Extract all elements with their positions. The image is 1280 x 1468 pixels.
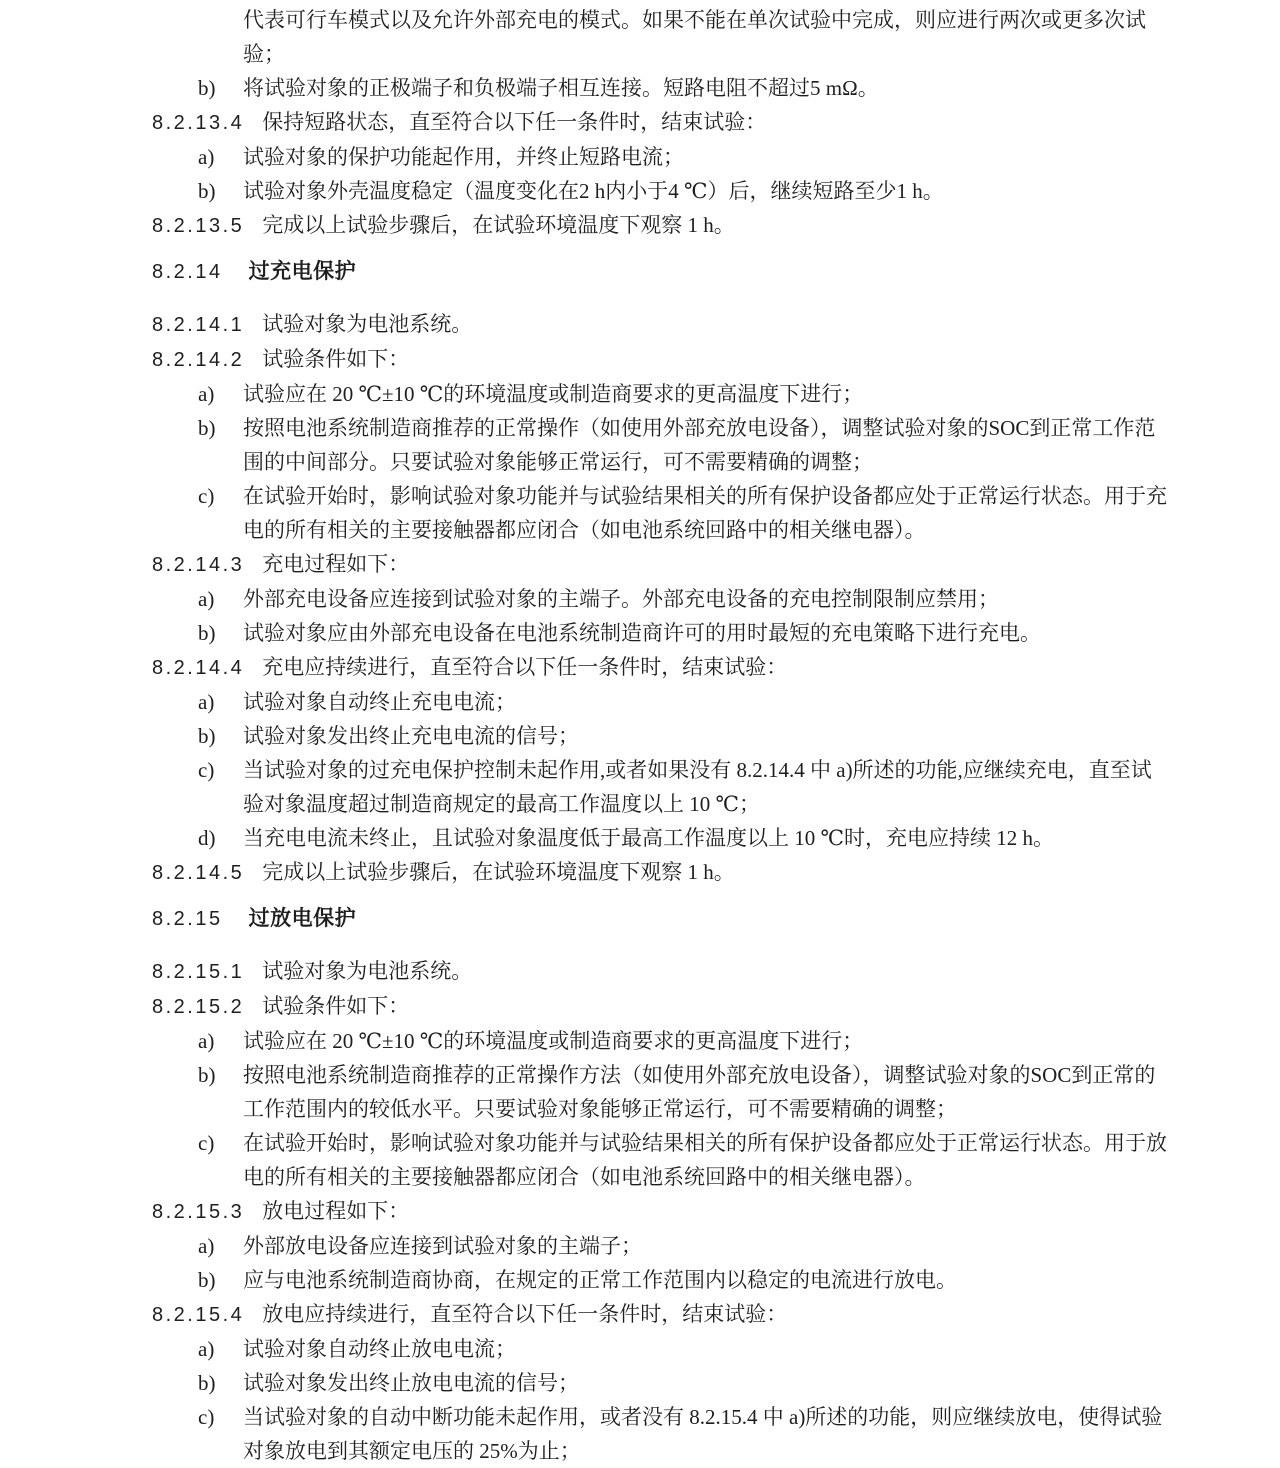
list-item-label: b) [198,1268,216,1292]
clause-text: 放电应持续进行，直至符合以下任一条件时，结束试验： [262,1302,788,1326]
section-heading-8-2-14 [152,255,1167,289]
list-item [152,1229,1167,1263]
clause-text: 完成以上试验步骤后，在试验环境温度下观察 1 h。 [262,860,735,884]
list-item-text: 在试验开始时，影响试验对象功能并与试验结果相关的所有保护设备都应处于正常运行状态。用于充电的所有相关的主要接触器都应闭合（如电池系统回路中的相关继电器）。 [243,484,1167,542]
list-item-text: 外部放电设备应连接到试验对象的主端子； [243,1234,642,1258]
clause-number: 8.2.15.1 [152,961,245,983]
list-item-label: c) [198,1131,215,1155]
list-item-label: a) [198,145,215,169]
list-item [152,71,1167,105]
list-item-text: 按照电池系统制造商推荐的正常操作（如使用外部充放电设备），调整试验对象的SOC到正常工作范围的中间部分。只要试验对象能够正常运行，可不需要精确的调整； [243,416,1156,474]
list-item [152,411,1167,479]
list-item-text: 试验对象的保护功能起作用，并终止短路电流； [243,145,684,169]
clause-text: 完成以上试验步骤后，在试验环境温度下观察 1 h。 [262,213,735,237]
clause-8-2-14-2 [152,342,1167,377]
list-item-text: 试验对象发出终止放电电流的信号； [243,1371,579,1395]
list-item-label: a) [198,382,215,406]
clause-text: 充电应持续进行，直至符合以下任一条件时，结束试验： [262,655,788,679]
list-item [152,1058,1167,1126]
list-item [152,685,1167,719]
list-item-text: 将试验对象的正极端子和负极端子相互连接。短路电阻不超过5 mΩ。 [243,76,879,100]
list-item [152,1263,1167,1297]
section-title: 过充电保护 [248,260,357,283]
clause-8-2-13-4 [152,105,1167,140]
clause-number: 8.2.14.4 [152,657,245,679]
paragraph-text: 代表可行车模式以及允许外部充电的模式。如果不能在单次试验中完成，则应进行两次或更多次试验； [243,8,1146,66]
section-number: 8.2.14 [152,261,223,283]
list-item-label: c) [198,1405,215,1429]
list-item [152,377,1167,411]
clause-8-2-14-3 [152,547,1167,582]
list-item-label: a) [198,690,215,714]
clause-number: 8.2.14.1 [152,314,245,336]
list-item-label: a) [198,1029,215,1053]
list-item-label: d) [198,826,216,850]
clause-number: 8.2.14.3 [152,554,245,576]
clause-number: 8.2.15.3 [152,1201,245,1223]
clause-text: 放电过程如下： [262,1199,410,1223]
clause-8-2-15-1 [152,954,1167,989]
list-item [152,174,1167,208]
list-item [152,479,1167,547]
list-item-label: c) [198,484,215,508]
list-item-label: a) [198,587,215,611]
clause-text: 试验条件如下： [262,347,410,371]
list-item [152,1366,1167,1400]
list-item-text: 试验对象自动终止放电电流； [243,1337,516,1361]
list-item-text: 试验对象发出终止充电电流的信号； [243,724,579,748]
clause-8-2-14-4 [152,650,1167,685]
list-item-text: 当充电电流未终止，且试验对象温度低于最高工作温度以上 10 ℃时，充电应持续 12 h。 [243,826,1054,850]
list-item-text: 试验应在 20 ℃±10 ℃的环境温度或制造商要求的更高温度下进行； [243,1029,864,1053]
list-item-text: 按照电池系统制造商推荐的正常操作方法（如使用外部充放电设备），调整试验对象的SOC到正常的工作范围内的较低水平。只要试验对象能够正常运行，可不需要精确的调整； [243,1063,1156,1121]
list-item-label: c) [198,758,215,782]
list-item [152,616,1167,650]
list-item-label: b) [198,76,216,100]
clause-number: 8.2.14.5 [152,862,245,884]
list-item-text: 试验对象应由外部充电设备在电池系统制造商许可的用时最短的充电策略下进行充电。 [243,621,1041,645]
section-title: 过放电保护 [248,907,357,930]
list-item-label: b) [198,416,216,440]
clause-8-2-14-5 [152,855,1167,890]
clause-8-2-14-1 [152,307,1167,342]
section-heading-8-2-15 [152,902,1167,936]
list-item-text: 当试验对象的过充电保护控制未起作用,或者如果没有 8.2.14.4 中 a)所述的功能,应继续充电，直至试验对象温度超过制造商规定的最高工作温度以上 10 ℃； [243,758,1152,816]
list-item-text: 试验对象自动终止充电电流； [243,690,516,714]
list-item-text: 外部充电设备应连接到试验对象的主端子。外部充电设备的充电控制限制应禁用； [243,587,999,611]
section-number: 8.2.15 [152,908,223,930]
clause-text: 充电过程如下： [262,552,410,576]
clause-text: 试验条件如下： [262,994,410,1018]
clause-8-2-13-5 [152,208,1167,243]
list-item-label: a) [198,1337,215,1361]
list-item [152,1126,1167,1194]
list-item-label: b) [198,1063,216,1087]
clause-text: 试验对象为电池系统。 [262,959,473,983]
list-item-label: a) [198,1234,215,1258]
clause-8-2-15-4 [152,1297,1167,1332]
clause-number: 8.2.13.4 [152,112,245,134]
list-item-text: 当试验对象的自动中断功能未起作用，或者没有 8.2.15.4 中 a)所述的功能，则应继续放电，使得试验对象放电到其额定电压的 25%为止； [243,1405,1163,1463]
list-item [152,821,1167,855]
list-item [152,582,1167,616]
list-item-label: b) [198,1371,216,1395]
list-item-text: 试验应在 20 ℃±10 ℃的环境温度或制造商要求的更高温度下进行； [243,382,864,406]
clause-number: 8.2.15.4 [152,1304,245,1326]
list-item-label: b) [198,724,216,748]
list-item [152,1024,1167,1058]
clause-text: 试验对象为电池系统。 [262,312,473,336]
list-item-text: 应与电池系统制造商协商，在规定的正常工作范围内以稳定的电流进行放电。 [243,1268,957,1292]
list-item [152,753,1167,821]
list-item [152,1400,1167,1468]
list-item [152,1332,1167,1366]
list-item-label: b) [198,621,216,645]
list-item [152,719,1167,753]
list-item-text: 试验对象外壳温度稳定（温度变化在2 h内小于4 ℃）后，继续短路至少1 h。 [243,179,944,203]
list-item [152,140,1167,174]
list-item-label: b) [198,179,216,203]
clause-number: 8.2.15.2 [152,996,245,1018]
clause-8-2-15-3 [152,1194,1167,1229]
clause-number: 8.2.13.5 [152,215,245,237]
clause-8-2-15-2 [152,989,1167,1024]
clause-text: 保持短路状态，直至符合以下任一条件时，结束试验： [262,110,767,134]
clause-number: 8.2.14.2 [152,349,245,371]
list-item-text: 在试验开始时，影响试验对象功能并与试验结果相关的所有保护设备都应处于正常运行状态。用于放电的所有相关的主要接触器都应闭合（如电池系统回路中的相关继电器）。 [243,1131,1167,1189]
paragraph-continuation [152,3,1167,71]
